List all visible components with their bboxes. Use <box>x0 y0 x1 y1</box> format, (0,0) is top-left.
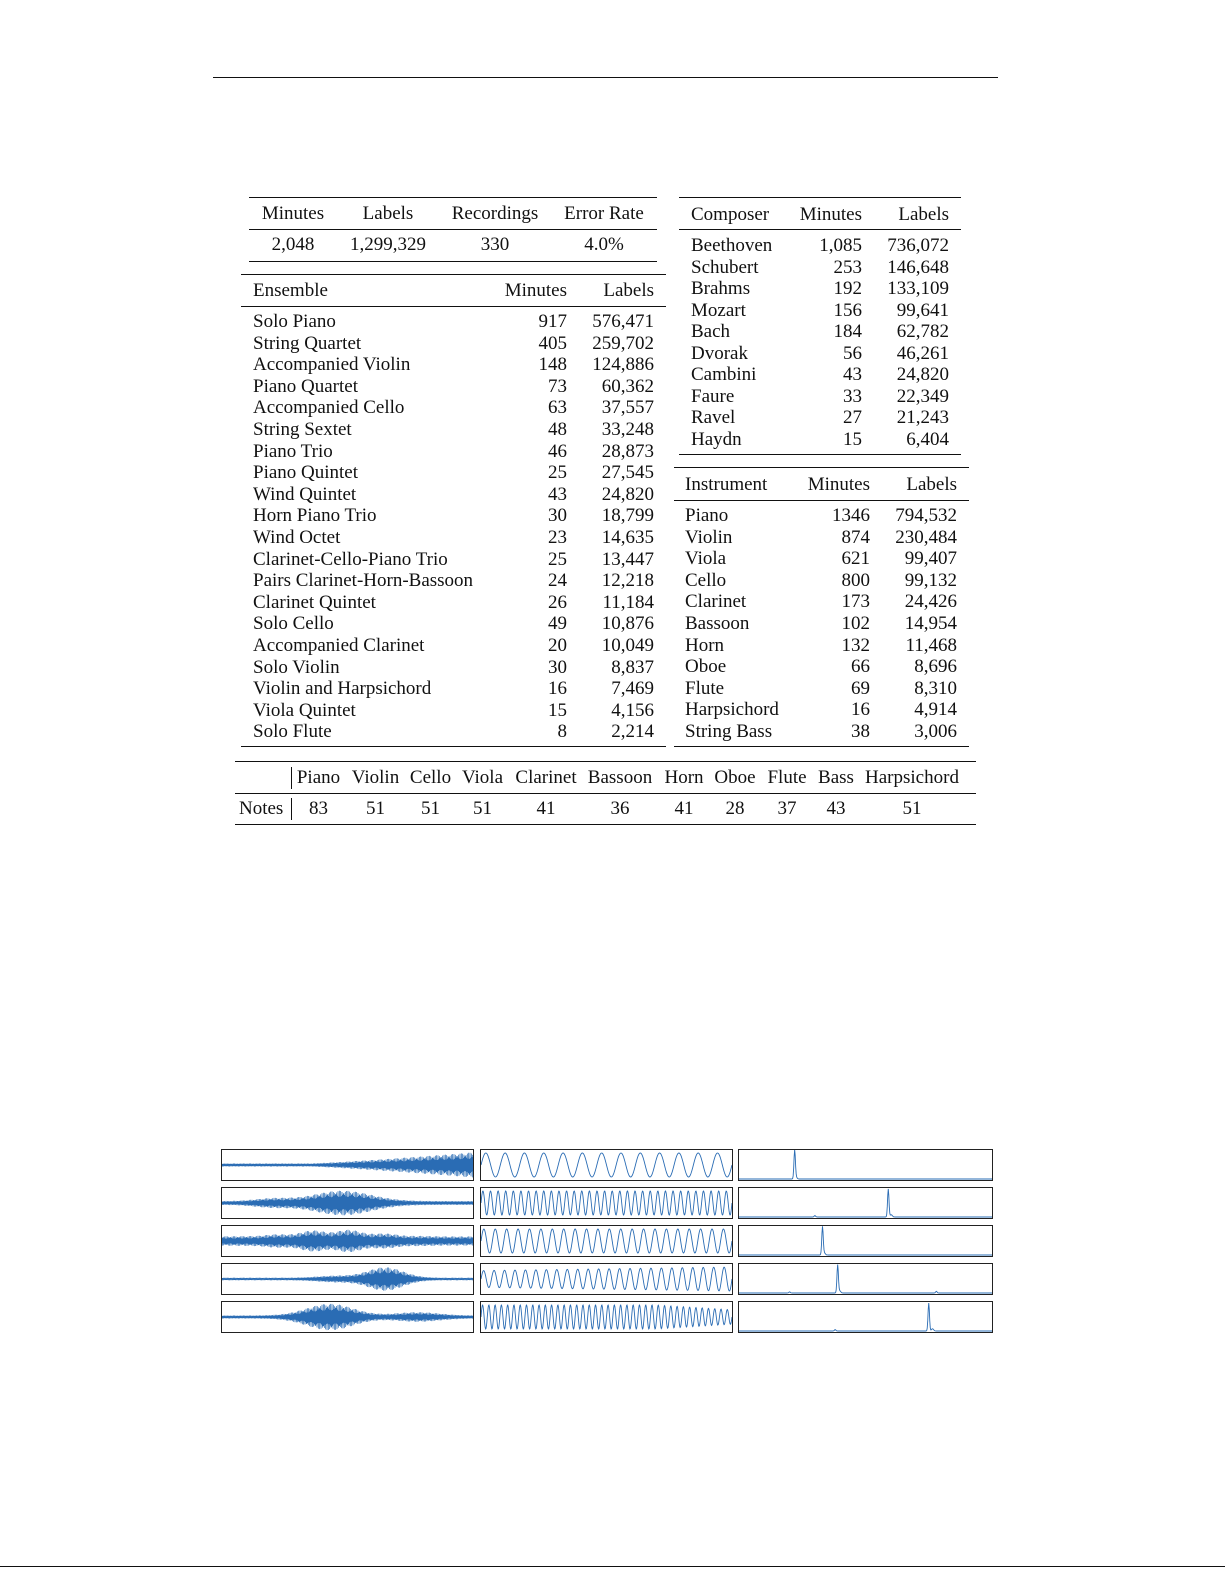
ensemble-row-2-labels: 124,886 <box>592 354 654 376</box>
ensemble-row-5-name: String Sextet <box>253 419 352 440</box>
instrument-row-8-labels: 8,310 <box>914 677 957 699</box>
summary-mid-rule <box>249 229 657 230</box>
instrument-row-10-labels: 3,006 <box>914 721 957 742</box>
zoomed-waveform-trace-4 <box>481 1267 732 1291</box>
ensemble-row-6-name: Piano Trio <box>253 440 333 462</box>
ensemble-row-18-labels: 4,156 <box>611 699 654 721</box>
waveform-panel-2 <box>221 1187 474 1219</box>
instrument-row-3-labels: 99,132 <box>904 569 957 591</box>
notes-header-separator <box>291 767 292 789</box>
instrument-row-9-name: Harpsichord <box>685 699 779 721</box>
notes-header-bassoon: Bassoon <box>587 767 653 788</box>
ensemble-row-11-minutes: 25 <box>548 548 567 570</box>
page-footer-rule <box>0 1566 1225 1567</box>
zoomed-waveform-panel-5 <box>480 1301 733 1333</box>
composer-row-2-labels: 133,109 <box>887 278 949 299</box>
ensemble-top-rule <box>241 274 666 275</box>
waveform-trace-5 <box>222 1304 473 1330</box>
ensemble-row-4-labels: 37,557 <box>601 397 654 419</box>
composer-row-6-minutes: 43 <box>843 364 862 385</box>
ensemble-row-13-minutes: 26 <box>548 591 567 613</box>
ensemble-header-name: Ensemble <box>253 280 328 301</box>
notes-value-violin: 51 <box>366 798 385 819</box>
zoomed-waveform-panel-1 <box>480 1149 733 1181</box>
composer-row-1-name: Schubert <box>691 256 759 278</box>
notes-header-bass: Bass <box>818 767 854 788</box>
instrument-row-1-name: Violin <box>685 526 733 548</box>
summary-value-error-rate: 4.0% <box>584 234 624 255</box>
waveform-panel-5 <box>221 1301 474 1333</box>
ensemble-row-8-labels: 24,820 <box>601 483 654 505</box>
composer-row-6-name: Cambini <box>691 364 757 385</box>
notes-value-harpsichord: 51 <box>902 798 922 819</box>
composer-row-4-labels: 62,782 <box>896 321 949 342</box>
instrument-bottom-rule <box>674 746 969 747</box>
page-header-rule <box>213 77 998 78</box>
waveform-panel-3 <box>221 1225 474 1257</box>
ensemble-row-18-minutes: 15 <box>548 699 567 721</box>
instrument-header-minutes: Minutes <box>807 474 870 495</box>
ensemble-row-10-labels: 14,635 <box>601 527 654 548</box>
instrument-row-2-minutes: 621 <box>841 548 870 570</box>
instrument-row-6-name: Horn <box>685 634 725 656</box>
composer-row-4-minutes: 184 <box>833 321 862 342</box>
ensemble-row-9-labels: 18,799 <box>601 505 654 527</box>
ensemble-row-7-minutes: 25 <box>548 462 567 484</box>
instrument-header-labels: Labels <box>906 474 957 495</box>
ensemble-row-14-labels: 10,876 <box>601 613 654 635</box>
instrument-row-10-name: String Bass <box>685 721 773 742</box>
composer-row-1-minutes: 253 <box>833 256 862 278</box>
zoomed-waveform-panel-2 <box>480 1187 733 1219</box>
ensemble-row-3-labels: 60,362 <box>601 375 654 397</box>
ensemble-row-16-minutes: 30 <box>548 656 567 678</box>
instrument-row-9-labels: 4,914 <box>914 699 957 721</box>
summary-header-recordings: Recordings <box>451 203 539 224</box>
notes-header-cello: Cello <box>409 767 452 788</box>
composer-row-5-name: Dvorak <box>691 342 748 364</box>
composer-row-4-name: Bach <box>691 321 731 342</box>
notes-header-horn: Horn <box>664 767 704 788</box>
spectrum-trace-5 <box>739 1303 992 1331</box>
waveform-panel-1 <box>221 1149 474 1181</box>
ensemble-row-2-minutes: 148 <box>538 354 567 376</box>
composer-top-rule <box>679 197 961 198</box>
ensemble-row-4-minutes: 63 <box>548 397 567 419</box>
composer-row-5-labels: 46,261 <box>896 342 949 364</box>
ensemble-row-17-labels: 7,469 <box>611 678 654 700</box>
notes-value-bass: 43 <box>826 798 846 819</box>
instrument-row-4-minutes: 173 <box>841 591 870 613</box>
notes-value-clarinet: 41 <box>536 798 556 819</box>
ensemble-row-0-labels: 576,471 <box>592 311 654 332</box>
instrument-row-4-labels: 24,426 <box>904 591 957 613</box>
zoomed-waveform-trace-5 <box>481 1305 732 1329</box>
notes-value-bassoon: 36 <box>610 798 630 819</box>
instrument-row-0-name: Piano <box>685 505 729 526</box>
waveform-trace-1 <box>222 1153 473 1178</box>
spectrum-trace-2 <box>739 1189 992 1217</box>
notes-value-cello: 51 <box>421 798 440 819</box>
instrument-row-3-name: Cello <box>685 569 727 591</box>
summary-value-minutes: 2,048 <box>271 234 315 255</box>
instrument-row-9-minutes: 16 <box>851 699 870 721</box>
composer-row-3-minutes: 156 <box>833 299 862 321</box>
spectrum-panel-2 <box>738 1187 993 1219</box>
ensemble-row-5-labels: 33,248 <box>601 419 654 440</box>
summary-bottom-rule <box>249 261 657 262</box>
instrument-row-7-labels: 8,696 <box>914 656 957 678</box>
composer-row-8-name: Ravel <box>691 407 736 428</box>
ensemble-row-3-name: Piano Quartet <box>253 375 359 397</box>
ensemble-row-7-labels: 27,545 <box>601 462 654 484</box>
notes-value-horn: 41 <box>674 798 694 819</box>
composer-row-9-minutes: 15 <box>843 428 862 450</box>
ensemble-row-3-minutes: 73 <box>548 375 567 397</box>
waveform-trace-4 <box>222 1268 473 1291</box>
waveform-trace-3 <box>222 1230 473 1252</box>
instrument-row-10-minutes: 38 <box>851 721 870 742</box>
waveform-panel-4 <box>221 1263 474 1295</box>
summary-value-labels: 1,299,329 <box>350 234 426 255</box>
notes-header-piano: Piano <box>296 767 341 788</box>
ensemble-row-1-minutes: 405 <box>538 332 567 354</box>
spectrum-panel-1 <box>738 1149 993 1181</box>
ensemble-mid-rule <box>241 306 666 307</box>
composer-row-8-minutes: 27 <box>843 407 862 428</box>
ensemble-row-9-minutes: 30 <box>548 505 567 527</box>
instrument-row-0-minutes: 1346 <box>832 505 870 526</box>
spectrum-panel-4 <box>738 1263 993 1295</box>
ensemble-header-labels: Labels <box>603 280 654 301</box>
ensemble-row-7-name: Piano Quintet <box>253 462 359 484</box>
ensemble-row-19-minutes: 8 <box>557 721 567 743</box>
ensemble-row-8-minutes: 43 <box>548 483 567 505</box>
composer-row-7-name: Faure <box>691 385 735 407</box>
ensemble-row-8-name: Wind Quintet <box>253 483 357 505</box>
instrument-row-1-labels: 230,484 <box>895 526 957 548</box>
ensemble-row-2-name: Accompanied Violin <box>253 354 411 376</box>
ensemble-row-1-labels: 259,702 <box>592 332 654 354</box>
composer-row-8-labels: 21,243 <box>896 407 949 428</box>
notes-value-separator <box>291 798 292 820</box>
composer-row-0-labels: 736,072 <box>887 235 949 256</box>
composer-row-2-name: Brahms <box>691 278 751 299</box>
summary-value-recordings: 330 <box>480 234 510 255</box>
composer-row-0-name: Beethoven <box>691 235 773 256</box>
composer-row-7-minutes: 33 <box>843 385 862 407</box>
instrument-row-5-minutes: 102 <box>841 613 870 634</box>
spectrum-panel-3 <box>738 1225 993 1257</box>
spectrum-trace-1 <box>739 1150 992 1179</box>
notes-header-oboe: Oboe <box>714 767 756 788</box>
ensemble-header-minutes: Minutes <box>504 280 567 301</box>
ensemble-row-12-minutes: 24 <box>548 570 567 592</box>
spectrum-panel-5 <box>738 1301 993 1333</box>
summary-header-minutes: Minutes <box>261 203 325 224</box>
composer-row-9-name: Haydn <box>691 428 742 450</box>
zoomed-waveform-panel-3 <box>480 1225 733 1257</box>
composer-header-name: Composer <box>691 204 770 225</box>
ensemble-row-19-name: Solo Flute <box>253 721 332 743</box>
ensemble-row-15-name: Accompanied Clarinet <box>253 635 425 656</box>
zoomed-waveform-trace-1 <box>481 1153 732 1177</box>
ensemble-row-12-name: Pairs Clarinet-Horn-Bassoon <box>253 570 474 592</box>
notes-header-violin: Violin <box>351 767 400 788</box>
notes-header-clarinet: Clarinet <box>515 767 577 788</box>
instrument-row-7-name: Oboe <box>685 656 727 678</box>
ensemble-row-13-labels: 11,184 <box>602 591 654 613</box>
ensemble-row-4-name: Accompanied Cello <box>253 397 405 419</box>
zoomed-waveform-trace-3 <box>481 1229 732 1253</box>
notes-header-viola: Viola <box>461 767 504 788</box>
composer-mid-rule <box>679 229 961 230</box>
ensemble-row-12-labels: 12,218 <box>601 570 654 592</box>
notes-value-viola: 51 <box>473 798 492 819</box>
instrument-row-6-minutes: 132 <box>841 634 870 656</box>
composer-row-1-labels: 146,648 <box>887 256 949 278</box>
notes-header-flute: Flute <box>767 767 807 788</box>
ensemble-row-10-name: Wind Octet <box>253 527 341 548</box>
ensemble-row-1-name: String Quartet <box>253 332 362 354</box>
instrument-mid-rule <box>674 500 969 501</box>
notes-value-oboe: 28 <box>725 798 745 819</box>
instrument-row-4-name: Clarinet <box>685 591 747 613</box>
instrument-row-6-labels: 11,468 <box>905 634 957 656</box>
composer-header-minutes: Minutes <box>799 204 862 225</box>
ensemble-row-10-minutes: 23 <box>548 527 567 548</box>
instrument-row-7-minutes: 66 <box>851 656 870 678</box>
ensemble-row-15-minutes: 20 <box>548 635 567 656</box>
instrument-header-name: Instrument <box>685 474 768 495</box>
ensemble-row-13-name: Clarinet Quintet <box>253 591 376 613</box>
ensemble-row-11-labels: 13,447 <box>601 548 654 570</box>
instrument-row-3-minutes: 800 <box>841 569 870 591</box>
composer-row-7-labels: 22,349 <box>896 385 949 407</box>
ensemble-row-9-name: Horn Piano Trio <box>253 505 377 527</box>
ensemble-row-16-labels: 8,837 <box>611 656 654 678</box>
instrument-row-2-labels: 99,407 <box>904 548 957 570</box>
ensemble-bottom-rule <box>241 746 666 747</box>
ensemble-row-6-minutes: 46 <box>548 440 567 462</box>
composer-row-6-labels: 24,820 <box>896 364 949 385</box>
ensemble-row-19-labels: 2,214 <box>611 721 654 743</box>
zoomed-waveform-trace-2 <box>481 1191 732 1215</box>
composer-row-0-minutes: 1,085 <box>819 235 862 256</box>
notes-header-harpsichord: Harpsichord <box>865 767 959 788</box>
ensemble-row-16-name: Solo Violin <box>253 656 340 678</box>
ensemble-row-6-labels: 28,873 <box>601 440 654 462</box>
ensemble-row-5-minutes: 48 <box>548 419 567 440</box>
zoomed-waveform-panel-4 <box>480 1263 733 1295</box>
composer-row-2-minutes: 192 <box>833 278 862 299</box>
composer-row-3-labels: 99,641 <box>896 299 949 321</box>
composer-row-5-minutes: 56 <box>843 342 862 364</box>
notes-bottom-rule <box>235 824 976 825</box>
composer-header-labels: Labels <box>898 204 949 225</box>
instrument-row-0-labels: 794,532 <box>895 505 957 526</box>
ensemble-row-0-minutes: 917 <box>538 311 567 332</box>
notes-mid-rule <box>235 793 976 794</box>
ensemble-row-17-name: Violin and Harpsichord <box>253 678 432 700</box>
composer-row-9-labels: 6,404 <box>906 428 949 450</box>
ensemble-row-14-name: Solo Cello <box>253 613 334 635</box>
summary-header-error-rate: Error Rate <box>564 203 644 224</box>
spectrum-trace-3 <box>739 1226 992 1255</box>
notes-top-rule <box>235 761 976 762</box>
ensemble-row-11-name: Clarinet-Cello-Piano Trio <box>253 548 448 570</box>
instrument-row-5-name: Bassoon <box>685 613 750 634</box>
ensemble-row-0-name: Solo Piano <box>253 311 336 332</box>
instrument-row-8-minutes: 69 <box>851 677 870 699</box>
waveform-trace-2 <box>222 1191 473 1216</box>
ensemble-row-18-name: Viola Quintet <box>253 699 356 721</box>
summary-top-rule <box>249 197 657 198</box>
notes-value-flute: 37 <box>777 798 797 819</box>
instrument-row-5-labels: 14,954 <box>904 613 957 634</box>
summary-header-labels: Labels <box>362 203 414 224</box>
notes-row-label: Notes <box>239 798 284 819</box>
ensemble-row-14-minutes: 49 <box>548 613 567 635</box>
instrument-row-2-name: Viola <box>685 548 727 570</box>
ensemble-row-17-minutes: 16 <box>548 678 567 700</box>
ensemble-row-15-labels: 10,049 <box>601 635 654 656</box>
instrument-row-1-minutes: 874 <box>841 526 870 548</box>
composer-row-3-name: Mozart <box>691 299 746 321</box>
spectrum-trace-4 <box>739 1265 992 1293</box>
instrument-top-rule <box>674 467 969 468</box>
composer-bottom-rule <box>679 454 961 455</box>
notes-value-piano: 83 <box>309 798 328 819</box>
instrument-row-8-name: Flute <box>685 677 725 699</box>
